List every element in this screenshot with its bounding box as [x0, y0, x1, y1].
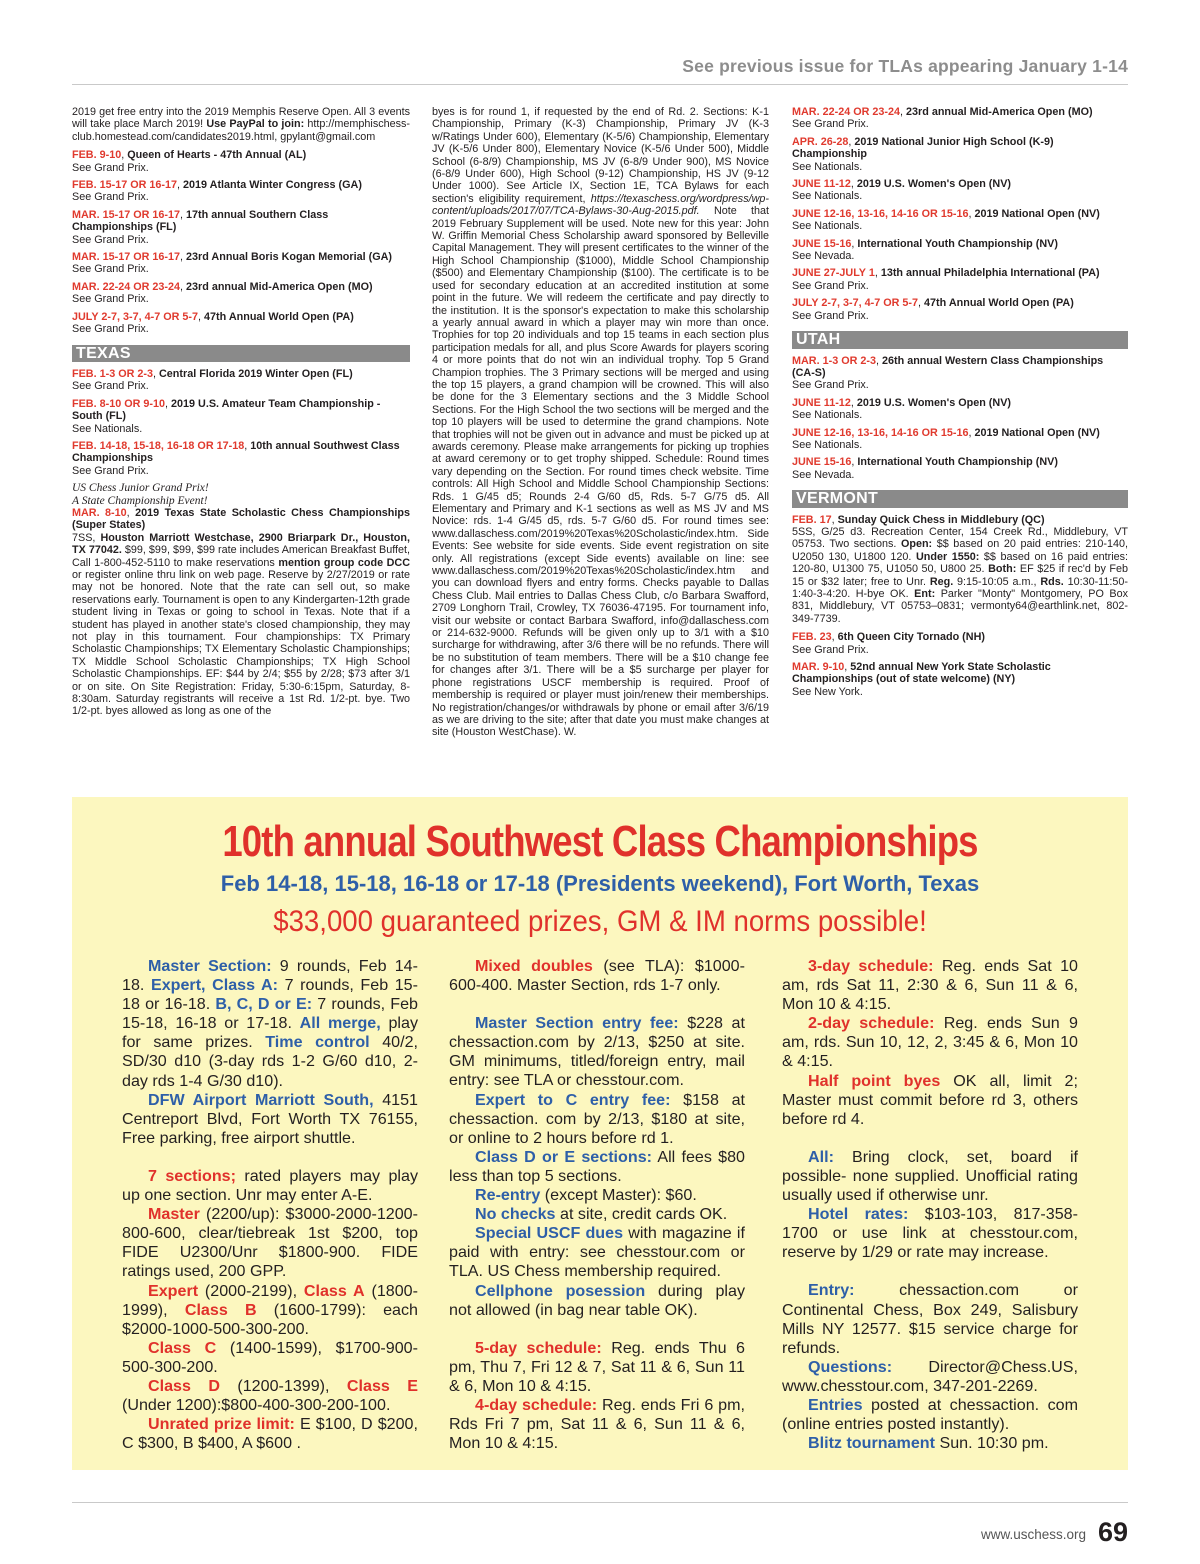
ad-sections-count: [122, 1167, 418, 1205]
entry-title: 13th annual Philadelphia International (PA): [880, 267, 1100, 280]
continued-text: byes is for round 1, if requested by the end of Rd. 2. Sections: K-1 Championship, Primary (K-3) Championship, Primary JV (K-3 w/Ratings Under 600), Elementary (K-5/6) Championship, Elementary JV (K-5/6 Under 800), Elementary Novice (K-5/6 Under 500), Middle School (6-8/9) Championship, MS JV (6-8/9 Under 900), MS Novice (6-8/9 Under 600), High School (9-12) Championship, HS JV (9-12 Under 1000). See Article IX, Section 1E, TCA Bylaws for each section's eligibility requirement,: [432, 106, 769, 205]
entry-note: See Nevada.: [792, 468, 855, 481]
entry-text: or register online thru link on web page. Reserve by 2/27/2019 or rate may not be honored. Note that the rate can sell out, so make reservations early. Tournament is open to any Kindergarten-12th grade student living in Texas or going to school in Texas. Note that if a student has played in another state's closed championship, they may not play in this tournament. Four championships: TX Primary Scholastic Championships; TX Elementary Scholastic Championships; TX Middle School Scholastic Championships; TX High School Scholastic Championships. EF: $44 by 2/4; $55 by 2/28; $73 after 3/1 or on site. On Site Registration: Friday, 5:30-6:15pm, Saturday, 8-8:30am. Saturday registrants will receive a 1st Rd. 1/2-pt. bye. Two 1/2-pt. byes allowed as long as one of the: [72, 569, 410, 718]
ad-text: $158 at chessaction. com by 2/13, $180 at site, or online to 2 hours before rd 1.: [449, 1090, 745, 1147]
entry-list-utah: [792, 355, 1128, 482]
ad-venue: [122, 1091, 418, 1148]
ad-label: 5-day schedule:: [475, 1338, 602, 1357]
entry-date: FEB. 1-3 OR 2-3: [72, 367, 153, 380]
tla-entry: JUNE 11-12, 2019 U.S. Women's Open (NV) See Nationals.: [792, 397, 1128, 422]
tla-entry: JUNE 12-16, 13-16, 14-16 OR 15-16, 2019 National Open (NV) See Nationals.: [792, 208, 1128, 233]
ad-half-point-byes: [782, 1072, 1078, 1129]
ad-text: 7 rounds, Feb 15-18, 16-18 or 17-18.: [122, 995, 418, 1033]
entry-date: JUNE 11-12: [792, 396, 851, 409]
footer-rule: [72, 1502, 1128, 1503]
state-banner-texas: TEXAS: [72, 345, 410, 362]
entry-title: 2019 U.S. Women's Open (NV): [856, 396, 1011, 409]
entry-text: $$ based on 16 paid entries: 120-80, U1300 75, U1050 50, U800 25.: [792, 550, 1129, 576]
entry-title: 2019 Atlanta Winter Congress (GA): [183, 179, 362, 192]
entry-label: Ent:: [914, 588, 936, 600]
tla-entry: JULY 2-7, 3-7, 4-7 OR 5-7, 47th Annual World Open (PA) See Grand Prix.: [792, 297, 1128, 322]
ad-text: Reg. ends Thu 6 pm, Thu 7, Fri 12 & 7, Sat 11 & 6, Sun 11 & 6, Mon 10 & 4:15.: [449, 1338, 746, 1395]
ad-class-d-prizes: [122, 1377, 418, 1415]
ad-subtitle: Feb 14-18, 15-18, 16-18 or 17-18 (Presidents weekend), Fort Worth, Texas: [220, 871, 980, 896]
entry-list-texas: [72, 368, 410, 477]
entry-title: 23rd annual Mid-America Open (MO): [906, 106, 1093, 118]
ad-text: Bring clock, set, board if possible- none supplied. Unofficial rating usually used if otherwise unr.: [782, 1147, 1078, 1205]
entry-date: MAR. 1-3 OR 2-3: [792, 354, 876, 367]
entry-date: MAR. 22-24 OR 23-24: [792, 106, 901, 118]
ad-blitz: [782, 1434, 1078, 1453]
tla-entry: MAR. 15-17 OR 16-17, 17th annual Southern Class Championships (FL) See Grand Prix.: [72, 209, 410, 246]
ad-text: (Under 1200):$800-400-300-200-100.: [122, 1396, 391, 1415]
entry-title: 6th Queen City Tornado (NH): [837, 631, 985, 644]
entry-title: 2019 U.S. Women's Open (NV): [856, 178, 1011, 191]
ad-text: 4151 Centreport Blvd, Fort Worth TX 76155, Free parking, free airport shuttle.: [122, 1090, 418, 1147]
entry-note: See Nevada.: [792, 250, 855, 263]
entry-title: International Youth Championship (NV): [857, 456, 1058, 469]
column-right: [792, 106, 1128, 703]
entry-date: FEB. 9-10: [72, 149, 122, 162]
entry-text: $99, $99, $99, $99 rate includes American Breakfast Buffet, Call 1-800-452-5110 to make reservations: [72, 544, 411, 569]
ad-5day-schedule: [449, 1339, 745, 1396]
entry-date: MAR. 22-24 OR 23-24: [72, 280, 181, 293]
entry-text: 7SS,: [72, 531, 96, 544]
ad-hotel-rates: [782, 1205, 1078, 1262]
entry-note: See Grand Prix.: [72, 380, 149, 393]
page-number: 69: [1097, 1517, 1128, 1547]
entry-note: See Nationals.: [792, 409, 863, 422]
tla-entry: JULY 2-7, 3-7, 4-7 OR 5-7, 47th Annual World Open (PA) See Grand Prix.: [72, 311, 410, 336]
entry-date: JUNE 15-16: [792, 237, 852, 250]
ad-text: during play not allowed (in bag near table OK).: [449, 1281, 745, 1319]
ad-text: posted at chessaction. com (online entries posted instantly).: [782, 1395, 1078, 1434]
entry-title: Sunday Quick Chess in Middlebury (QC): [837, 513, 1045, 526]
entry-date: MAR. 15-17 OR 16-17: [72, 208, 181, 221]
ad-label: Re-entry: [475, 1186, 541, 1205]
bylaws-link[interactable]: https://texaschess.org/wordpress/wp-content/uploads/2017/07/TCA-Bylaws-30-Aug-2015.pdf.: [432, 192, 770, 218]
entry-note: See Nationals.: [792, 160, 863, 173]
tla-entry: MAR. 22-24 OR 23-24, 23rd annual Mid-America Open (MO) See Grand Prix.: [792, 106, 1128, 131]
entry-title: 2019 U.S. Amateur Team Championship - South (FL): [72, 397, 381, 423]
entry-label: Rds.: [1040, 575, 1064, 588]
entry-note: See Nationals.: [792, 220, 863, 233]
ad-label: Expert, Class A:: [150, 976, 279, 995]
ad-text: Reg. ends Sat 10 am, rds Sat 11, 2:30 & 6, Sun 11 & 6, Mon 10 & 4:15.: [782, 957, 1078, 1014]
tla-entry: FEB. 23, 6th Queen City Tornado (NH) See Grand Prix.: [792, 631, 1128, 656]
ad-text: with magazine if paid with entry: see chesstour.com or TLA. US Chess membership required.: [449, 1224, 745, 1281]
entry-text: Parker "Monty" Montgomery, PO Box 831, Middlebury, VT 05753–0831; vermonty64@earthlink.net, 802-349-7739.: [792, 588, 1129, 625]
ad-column-3: [782, 957, 1078, 1453]
entry-date: MAR. 8-10: [72, 506, 127, 519]
entry-title: Queen of Hearts - 47th Annual (AL): [127, 149, 307, 162]
tla-entry: JUNE 27-JULY 1, 13th annual Philadelphia International (PA) See Grand Prix.: [792, 267, 1128, 292]
column-left: [72, 106, 410, 718]
ad-label: Special USCF dues: [475, 1224, 624, 1243]
ad-text: chessaction.com or Continental Chess, Box 249, Salisbury Mills NY 12577. $15 service charge for refunds.: [782, 1281, 1078, 1357]
state-championship-note: A State Championship Event!: [72, 494, 208, 507]
continued-text: Note that 2019 February Supplement will be used. Note new for this year: John W. Griffin Memorial Chess Scholarship award sponsored by Belleville Capital Management. They will present certificates to the winner of the High School Championship ($1000), Middle School Championship ($500) and Elementary Championship ($100). The certificate is to be used for secondary education at an accredited institution at some point in the future. We will redeem the certificate and pay directly to the institution. It is the sponsor's expectation to make this scholarship a yearly annual award in which a player may win more than once. Trophies for top 20 individuals and top 15 teams in each section plus participation medals for all, and plus Score Awards for players scoring 4 or more points that do not win an individual trophy. Top 5 Grand Champion trophies. The 3 Primary sections will be merged and using the top 15 players, a grand champion will be crowned. This will also be done for the 3 Elementary sections and the 3 Middle School Sections. For the High School the two sections will be merged and the top 10 players will be used to determine the grand champions. Note that trophies will not be given out in advance and must be picked up at awards ceremony. Please make arrangements for picking up trophies at award ceremony or to get trophy shipped. Schedule: Round times vary depending on the Section. For round times check website. Time controls: All High School and Middle School Championship Sections: Rds. 1 G/45 d5; Rounds 2-4 G/60 d5, Rds. 5-7 G/75 d5. All Elementary and Primary and K-1 sections as well as MS JV and MS Novice: rds. 1-4 G/45 d5, rds. 5-7 G/60 d5. For round times see: www.dallaschess.com/2019%20Texas%20Scholastic/index.htm. Side Events: See website for side events. Side event registration on site only. All registrations (except Side events) available on line: see www.dallaschess.com/2019%20Texas%20Scholastic/index.htm and you can download flyers and entry forms. Checks payable to Dallas Chess Club. Mail entries to Dallas Chess Club, c/o Barbara Swafford, 2709 Longhorn Trail, Crowley, TX 76036-47195. For tournament info, visit our website or contact Barbara Swafford, info@dallaschess.com or 214-632-9000. Refunds will be given only up to 3/1 with a $10 surcharge for withdrawing, after 3/6 there will be no refunds. There will be no substitution of team members. There will be a $10 change fee for changes after 3/1. There will be a $5 surcharge per player for phone registrations USCF membership is required. Proof of membership is required or player must join/renew their memberships. No registration/changes/or withdrawals by phone or email after 3/6/19 as we are driving to the site; after that date you must make changes at site (Houston WestChase). W.: [432, 205, 769, 739]
ad-questions: [782, 1358, 1078, 1396]
ad-label: Questions:: [808, 1357, 893, 1376]
ad-text: $228 at chessaction.com by 2/13, $250 at site. GM minimums, titled/foreign entry, mail entry: see TLA or chesstour.com.: [449, 1014, 745, 1090]
ad-label: Class D or E sections:: [475, 1147, 652, 1166]
tla-entry: FEB. 1-3 OR 2-3, Central Florida 2019 Winter Open (FL) See Grand Prix.: [72, 368, 410, 393]
entry-note: See Grand Prix.: [792, 279, 869, 292]
ad-label: 4-day schedule:: [475, 1395, 598, 1414]
ad-title: 10th annual Southwest Class Championships: [222, 817, 978, 866]
tla-entry: JUNE 15-16, International Youth Championship (NV) See Nevada.: [792, 456, 1128, 481]
ad-text: (2000-2199),: [204, 1281, 298, 1300]
ad-class-d-fee: [449, 1148, 745, 1186]
entry-date: FEB. 17: [792, 513, 832, 526]
intro-text: 2019 get free entry into the 2019 Memphis Reserve Open. All 3 events will take place March 2019!: [72, 106, 410, 131]
ad-cellphone: [449, 1282, 745, 1320]
ad-text: All fees $80 less than top 5 sections.: [449, 1147, 745, 1185]
entry-date: JUNE 27-JULY 1: [792, 267, 875, 280]
entry-note: See Grand Prix.: [72, 233, 149, 246]
entry-date: JUNE 11-12: [792, 178, 851, 191]
tla-entry: APR. 26-28, 2019 National Junior High School (K-9) Championship See Nationals.: [792, 136, 1128, 173]
ad-column-2: [449, 957, 745, 1453]
ad-label: Master Section:: [148, 957, 272, 975]
intro-link[interactable]: http://memphischess-club.homestead.com/candidates2019.html, gpylant@gmail.com: [72, 118, 411, 143]
ad-text: (1600-1799): each $2000-1000-500-300-200.: [122, 1300, 418, 1338]
ad-text: Reg. ends Fri 6 pm, Rds Fri 7 pm, Sat 11 & 6, Sun 11 & 6, Mon 10 & 4:15.: [449, 1395, 746, 1453]
intro-paragraph: [72, 106, 410, 143]
state-banner-utah: UTAH: [792, 331, 1128, 348]
ad-label: DFW Airport Marriott South,: [148, 1090, 374, 1109]
entry-title: 23rd annual Mid-America Open (MO): [186, 280, 373, 293]
entry-date: MAR. 15-17 OR 16-17: [72, 251, 181, 264]
footer-url[interactable]: www.uschess.org: [980, 1527, 1086, 1542]
entry-title: 10th annual Southwest Class Championships: [72, 439, 400, 465]
ad-label: Master: [148, 1205, 200, 1224]
entry-note: See Nationals.: [72, 422, 143, 435]
ad-all-bring: [782, 1148, 1078, 1205]
tla-entry: MAR. 1-3 OR 2-3, 26th annual Western Class Championships (CA-S) See Grand Prix.: [792, 355, 1128, 392]
entry-note: See Grand Prix.: [72, 263, 149, 276]
ad-text: 40/2, SD/30 d10 (3-day rds 1-2 G/60 d10, 2-day rds 1-4 G/30 d10).: [122, 1033, 418, 1090]
ad-text: (except Master): $60.: [544, 1186, 697, 1205]
ad-text: rated players may play up one section. Unr may enter A-E.: [122, 1166, 418, 1205]
entry-title: 17th annual Southern Class Championships (FL): [72, 208, 329, 234]
entry-label: Open:: [900, 538, 933, 551]
ad-text: Reg. ends Sun 9 am, rds. Sun 10, 12, 2, 3:45 & 6, Mon 10 & 4:15.: [782, 1014, 1078, 1071]
ad-label: No checks: [475, 1205, 556, 1224]
header-rule: [72, 84, 1128, 85]
entry-date: FEB. 14-18, 15-18, 16-18 OR 17-18: [72, 439, 245, 452]
entry-list-1: [72, 149, 410, 335]
ad-text: play for same prizes.: [122, 1014, 418, 1052]
state-banner-vermont: VERMONT: [792, 490, 1128, 507]
ad-label: Mixed doubles: [475, 957, 593, 975]
ad-unrated-limit: [122, 1415, 418, 1453]
entry-date: JUNE 15-16: [792, 456, 852, 469]
ad-label: Expert to C entry fee:: [475, 1090, 671, 1109]
ad-label: Class E: [346, 1376, 418, 1395]
entry-title: 47th Annual World Open (PA): [204, 310, 354, 323]
ad-label: Entry:: [808, 1281, 855, 1300]
ad-text: $103-103, 817-358-1700 or use link at chesstour.com, reserve by 1/29 or rate may increase.: [782, 1205, 1078, 1262]
junior-grand-prix-note: US Chess Junior Grand Prix!: [72, 482, 209, 495]
ad-label: Time control: [265, 1033, 370, 1052]
entry-title: 2019 National Open (NV): [974, 207, 1100, 220]
entry-label: Reg.: [929, 575, 954, 588]
entry-title: 23rd Annual Boris Kogan Memorial (GA): [186, 251, 392, 264]
tla-entry: FEB. 9-10, Queen of Hearts - 47th Annual (AL) See Grand Prix.: [72, 149, 410, 174]
entry-group-code: mention group code DCC: [278, 556, 410, 569]
entry-note: See Grand Prix.: [72, 293, 149, 306]
ad-text: (1800-1999),: [122, 1281, 418, 1319]
ad-sections: [122, 957, 418, 1091]
ad-label: 3-day schedule:: [808, 957, 934, 975]
ad-label: 7 sections;: [148, 1166, 236, 1185]
ad-3day-schedule: [782, 957, 1078, 1014]
column-middle: [432, 106, 769, 739]
ad-text: E $100, D $200, C $300, B $400, A $600 .: [122, 1415, 418, 1453]
ad-label: Cellphone posession: [475, 1281, 646, 1300]
entry-text: $$ based on 20 paid entries: 210-140, U2050 130, U1800 120.: [792, 538, 1129, 563]
ad-master-prizes: [122, 1205, 418, 1281]
entry-text: 9:15-10:05 a.m.,: [957, 575, 1037, 588]
entry-date: FEB. 15-17 OR 16-17: [72, 179, 178, 192]
entry-date: APR. 26-28: [792, 135, 849, 148]
entry-date: FEB. 8-10 OR 9-10: [72, 397, 166, 410]
ad-label: Expert: [148, 1281, 199, 1300]
entry-date: JUNE 12-16, 13-16, 14-16 OR 15-16: [792, 207, 969, 220]
ad-text: Sun. 10:30 pm.: [939, 1434, 1049, 1453]
ad-uscf-dues: [449, 1224, 745, 1281]
ad-label: Class C: [148, 1338, 217, 1357]
entry-date: JULY 2-7, 3-7, 4-7 OR 5-7: [72, 310, 199, 323]
ad-expert-prizes: [122, 1282, 418, 1339]
ad-text: Director@Chess.US, www.chesstour.com, 347-201-2269.: [782, 1357, 1078, 1395]
ad-prizes: $33,000 guaranteed prizes, GM & IM norms possible!: [273, 905, 927, 938]
entry-text: 10:30-11:50-1:40-3-4:20. H-bye OK.: [792, 575, 1128, 600]
entry-label: Under 1550:: [915, 550, 980, 563]
entry-venue: Houston Marriott Westchase, 2900 Briarpark Dr., Houston, TX 77042.: [72, 531, 411, 557]
ad-mixed-doubles: [449, 957, 745, 995]
entry-note: See Grand Prix.: [72, 323, 149, 336]
ad-expert-fee: [449, 1091, 745, 1148]
entry-title: Central Florida 2019 Winter Open (FL): [159, 367, 353, 380]
ad-label: 2-day schedule:: [808, 1014, 935, 1033]
entry-date: JULY 2-7, 3-7, 4-7 OR 5-7: [792, 297, 919, 310]
ad-text: (2200/up): $3000-2000-1200-800-600, clear/tiebreak 1st $200, top FIDE U2300/Unr $1800-900. FIDE ratings used, 200 GPP.: [122, 1205, 418, 1281]
ad-label: Class A: [303, 1281, 365, 1300]
entry-note: See Nationals.: [792, 190, 863, 203]
entry-title: 47th Annual World Open (PA): [924, 297, 1074, 310]
entry-note: See Grand Prix.: [72, 191, 149, 204]
entry-note: See Grand Prix.: [792, 379, 869, 392]
paypal-label: Use PayPal to join:: [206, 118, 305, 131]
entry-title: 2019 National Junior High School (K-9) Championship: [792, 135, 1054, 161]
entry-title: 26th annual Western Class Championships (CA-S): [792, 354, 1104, 379]
entry-list-3: [792, 106, 1128, 322]
entry-title: 2019 Texas State Scholastic Chess Championships (Super States): [72, 506, 410, 532]
ad-text: 9 rounds, Feb 14-18.: [122, 957, 418, 995]
tla-entry: FEB. 14-18, 15-18, 16-18 OR 17-18, 10th annual Southwest Class Championships See Grand Prix.: [72, 440, 410, 477]
ad-label: Unrated prize limit:: [148, 1415, 295, 1434]
ad-column-1: [122, 957, 418, 1453]
entry-note: See Nationals.: [792, 438, 863, 451]
entry-date: MAR. 9-10: [792, 661, 845, 674]
ad-class-c-prizes: [122, 1339, 418, 1377]
ad-label: All:: [808, 1147, 834, 1166]
entry-note: See Grand Prix.: [72, 464, 149, 477]
entry-note: See New York.: [792, 685, 863, 698]
ad-label: Hotel rates:: [808, 1205, 909, 1224]
entry-note: See Grand Prix.: [72, 161, 149, 174]
tla-entry: FEB. 8-10 OR 9-10, 2019 U.S. Amateur Team Championship - South (FL) See Nationals.: [72, 398, 410, 435]
ad-label: Master Section entry fee:: [475, 1014, 679, 1033]
ad-entry: [782, 1281, 1078, 1357]
ad-label: Blitz tournament: [808, 1434, 935, 1453]
ad-text: 7 rounds, Feb 15-18 or 16-18.: [122, 976, 418, 1014]
ad-label: Class B: [184, 1300, 257, 1319]
entry-label: Both:: [988, 563, 1017, 576]
tla-entry: MAR. 22-24 OR 23-24, 23rd annual Mid-America Open (MO) See Grand Prix.: [72, 281, 410, 306]
tla-entry: JUNE 15-16, International Youth Championship (NV) See Nevada.: [792, 238, 1128, 263]
ad-no-checks: [449, 1205, 745, 1224]
entry-text: EF $25 if rec'd by Feb 15 or $32 later; free to Unr.: [792, 563, 1129, 588]
ad-text: (1400-1599), $1700-900-500-300-200.: [122, 1338, 418, 1376]
texas-scholastic-continued: [432, 106, 769, 739]
tla-entry: FEB. 15-17 OR 16-17, 2019 Atlanta Winter Congress (GA) See Grand Prix.: [72, 179, 410, 204]
ad-master-fee: [449, 1014, 745, 1090]
tla-entry: MAR. 9-10, 52nd annual New York State Scholastic Championships (out of state welcome) (NY) See New York.: [792, 661, 1128, 698]
ad-reentry: [449, 1186, 745, 1205]
southwest-class-ad: [72, 797, 1128, 1470]
ad-label: B, C, D or E:: [215, 995, 313, 1014]
entry-date: JUNE 12-16, 13-16, 14-16 OR 15-16: [792, 426, 969, 439]
ad-label: Half point byes: [808, 1071, 941, 1090]
entry-date: FEB. 23: [792, 631, 832, 644]
entry-note: See Grand Prix.: [792, 118, 869, 131]
ad-label: Class D: [148, 1376, 220, 1395]
texas-scholastic-entry: MAR. 8-10, 2019 Texas State Scholastic Chess Championships (Super States) 7SS, Houston Marriott Westchase, 2900 Briarpark Dr., Houston, TX 77042. $99, $99, $99, $99 rate includes American Breakfast Buffet, Call 1-800-452-5110 to make reservations mention group code DCC or register online thru link on web page. Reserve by 2/27/2019 or rate may not be honored. Note that the rate can sell out, so make reservations early. Tournament is open to any Kindergarten-12th grade student living in Texas or going to school in Texas. Note that if a student has played in another state's closed championship, they may not play in this tournament. Four championships: TX Primary Scholastic Championships; TX Elementary Scholastic Championships; TX Middle School Scholastic Championships; TX High School Scholastic Championships. EF: $44 by 2/4; $55 by 2/28; $73 after 3/1 or on site. On Site Registration: Friday, 5:30-6:15pm, Saturday, 8-8:30am. Saturday registrants will receive a 1st Rd. 1/2-pt. bye. Two 1/2-pt. byes allowed as long as one of the: [72, 506, 411, 718]
entry-note: See Grand Prix.: [792, 309, 869, 322]
tla-entry: JUNE 11-12, 2019 U.S. Women's Open (NV) See Nationals.: [792, 178, 1128, 203]
tla-entry: JUNE 12-16, 13-16, 14-16 OR 15-16, 2019 National Open (NV) See Nationals.: [792, 427, 1128, 452]
ad-text: (see TLA): $1000-600-400. Master Section, rds 1-7 only.: [449, 957, 745, 995]
ad-text: OK all, limit 2; Master must commit before rd 3, others before rd 4.: [782, 1071, 1078, 1128]
entry-list-vermont: [792, 631, 1128, 698]
entry-note: See Grand Prix.: [792, 643, 869, 656]
entry-title: 2019 National Open (NV): [974, 426, 1100, 439]
tla-entry: MAR. 15-17 OR 16-17, 23rd Annual Boris Kogan Memorial (GA) See Grand Prix.: [72, 251, 410, 276]
entry-text: 5SS, G/25 d3. Recreation Center, 154 Creek Rd., Middlebury, VT 05753. Two sections.: [792, 525, 1128, 551]
vermont-quick-chess-entry: FEB. 17, Sunday Quick Chess in Middlebury (QC) 5SS, G/25 d3. Recreation Center, 154 Creek Rd., Middlebury, VT 05753. Two sections. Open: $$ based on 20 paid entries: 210-140, U2050 130, U1800 120. Under 1550: $$ based on 16 paid entries: 120-80, U1300 75, U1050 50, U800 25. Both: EF $25 if rec'd by Feb 15 or $32 later; free to Unr. Reg. 9:15-10:05 a.m., Rds. 10:30-11:50-1:40-3-4:20. H-bye OK. Ent: Parker "Monty" Montgomery, PO Box 831, Middlebury, VT 05753–0831; vermonty64@earthlink.net, 802-349-7739.: [792, 513, 1129, 625]
ad-label: Entries: [808, 1395, 863, 1414]
ad-entries-posted: [782, 1396, 1078, 1434]
running-header: See previous issue for TLAs appearing January 1-14: [682, 56, 1128, 76]
ad-2day-schedule: [782, 1014, 1078, 1071]
ad-label: All merge,: [299, 1014, 381, 1033]
ad-4day-schedule: [449, 1396, 745, 1453]
entry-title: International Youth Championship (NV): [857, 237, 1058, 250]
entry-title: 52nd annual New York State Scholastic Championships (out of state welcome) (NY): [792, 661, 1051, 686]
ad-text: (1200-1399),: [237, 1376, 330, 1395]
ad-text: at site, credit cards OK.: [560, 1205, 728, 1224]
